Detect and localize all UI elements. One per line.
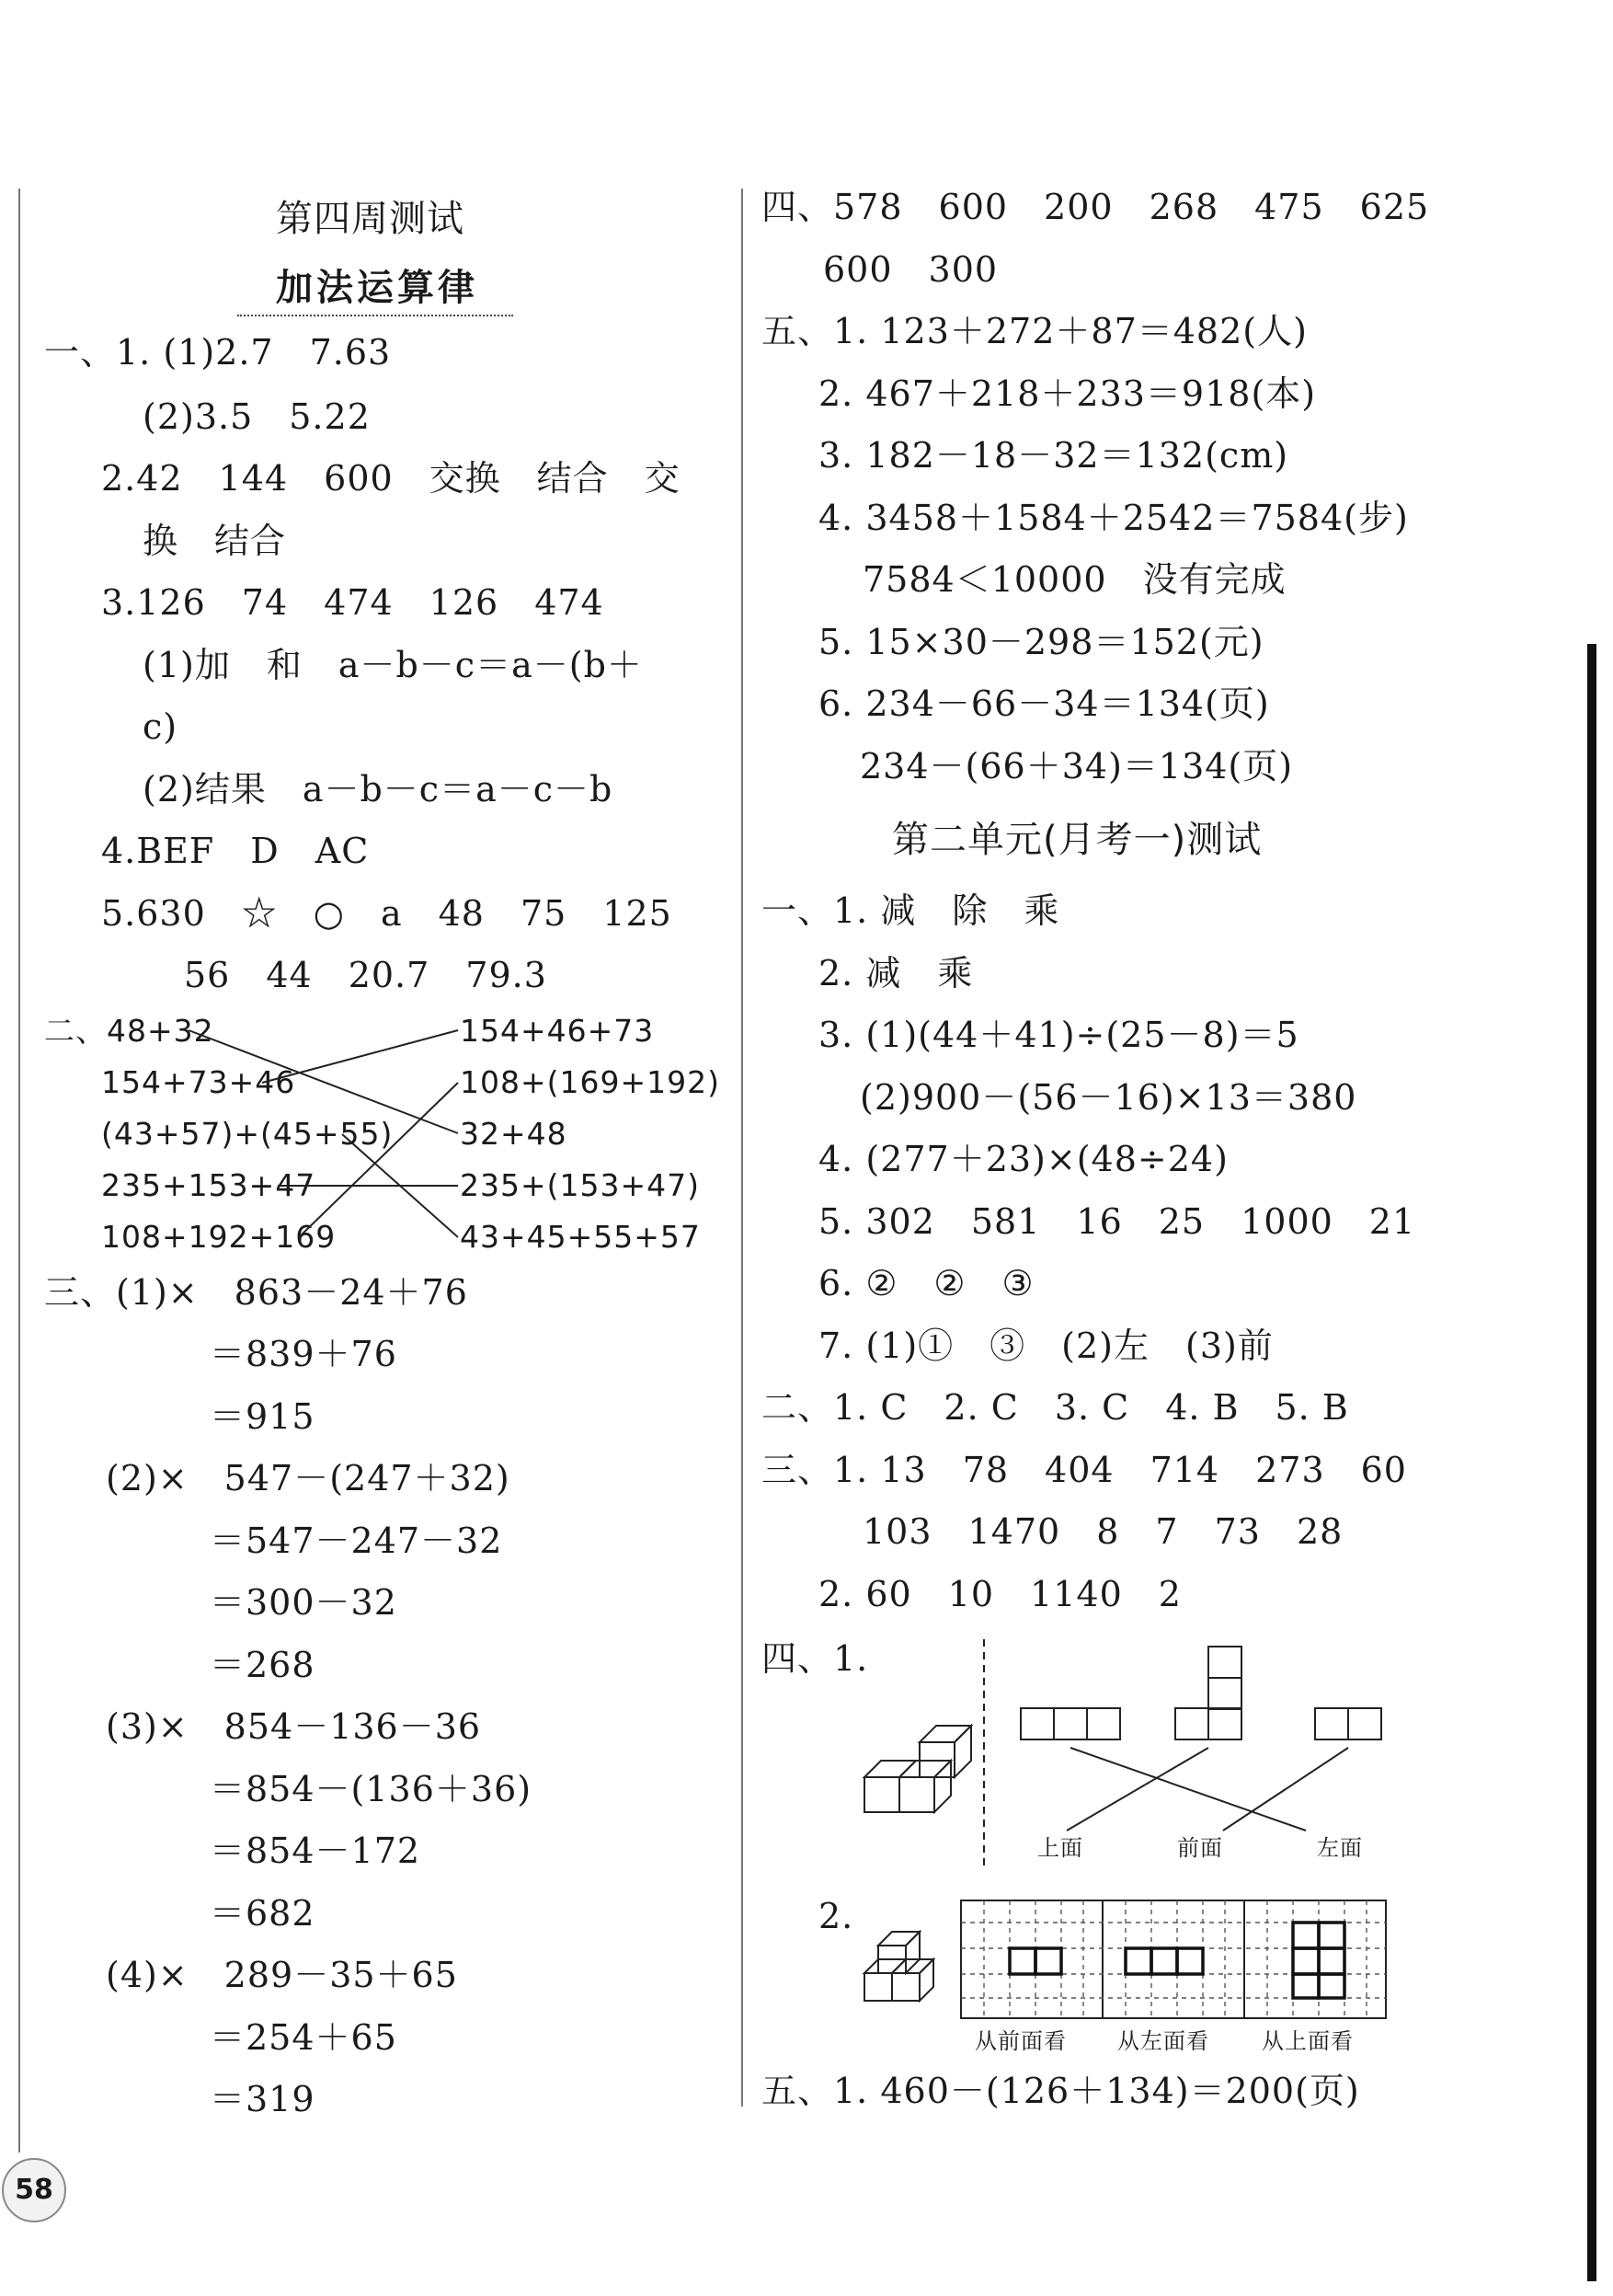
answer-line: (2)结果 a－b－c＝a－c－b: [143, 769, 613, 809]
view-label: 从前面看: [975, 2028, 1067, 2054]
answer-line: 4. 3458＋1584＋2542＝7584(步): [818, 498, 1409, 538]
match-left-item: 235+153+47: [101, 1167, 316, 1203]
calc-line: (2)× 547－(247＋32): [106, 1458, 510, 1498]
answer-line: 3. 182－18－32＝132(cm): [818, 435, 1289, 476]
match-right-item: 235+(153+47): [460, 1167, 701, 1203]
match-left-item: (43+57)+(45+55): [101, 1116, 394, 1152]
answer-line: 5.630 ☆ ○ a 48 75 125: [101, 893, 672, 934]
answer-line: 换 结合: [143, 521, 287, 561]
match-left-item: 108+192+169: [101, 1219, 337, 1255]
answer-line: 2.: [818, 1896, 854, 1936]
answer-line: 7. (1)① ③ (2)左 (3)前: [818, 1326, 1274, 1366]
answer-line: 二、1. C 2. C 3. C 4. B 5. B: [761, 1387, 1349, 1428]
answer-line: 56 44 20.7 79.3: [184, 955, 547, 995]
answer-line: 三、1. 13 78 404 714 273 60: [761, 1450, 1407, 1490]
answer-line: 2.42 144 600 交换 结合 交: [101, 458, 681, 499]
calc-line: ＝319: [210, 2079, 315, 2119]
view-label: 从左面看: [1117, 2028, 1209, 2054]
section-title: 第四周测试: [276, 198, 464, 240]
calc-line: ＝547－247－32: [210, 1521, 503, 1561]
match-right-item: 154+46+73: [460, 1013, 655, 1049]
answer-line: (2)900－(56－16)×13＝380: [860, 1077, 1357, 1118]
calc-line: ＝254＋65: [210, 2017, 397, 2058]
answer-line: 一、1. (1)2.7 7.63: [44, 332, 392, 373]
unit-title: 第二单元(月考一)测试: [892, 819, 1263, 861]
calc-line: ＝854－(136＋36): [210, 1769, 532, 1809]
answer-line: 103 1470 8 7 73 28: [863, 1511, 1344, 1552]
answer-line: 600 300: [823, 249, 999, 290]
answer-line: 7584＜10000 没有完成: [863, 559, 1287, 600]
calc-line: ＝268: [210, 1645, 315, 1685]
section-subtitle: 加法运算律: [276, 266, 478, 309]
calc-line: ＝854－172: [210, 1831, 421, 1871]
calc-line: (3)× 854－136－36: [106, 1706, 482, 1747]
view-label: 前面: [1177, 1835, 1223, 1861]
answer-line: 五、1. 460－(126＋134)＝200(页): [761, 2071, 1360, 2111]
answer-line: 6. ② ② ③: [818, 1263, 1035, 1303]
page-number: 58: [2, 2158, 66, 2222]
match-left-item: 二、48+32: [44, 1013, 214, 1049]
answer-line: 3. (1)(44＋41)÷(25－8)＝5: [818, 1015, 1299, 1055]
answer-line: 3.126 74 474 126 474: [101, 582, 604, 623]
answer-line: (1)加 和 a－b－c＝a－(b＋: [143, 645, 643, 685]
answer-line: 2. 60 10 1140 2: [818, 1574, 1182, 1614]
answer-line: 2. 减 乘: [818, 953, 974, 993]
answer-line: 四、1.: [761, 1638, 869, 1679]
answer-line: 6. 234－66－34＝134(页): [818, 683, 1270, 724]
view-label: 上面: [1037, 1835, 1083, 1861]
calc-line: 三、(1)× 863－24＋76: [44, 1272, 468, 1313]
answer-line: 五、1. 123＋272＋87＝482(人): [761, 311, 1308, 351]
calc-line: ＝300－32: [210, 1582, 397, 1623]
match-right-item: 32+48: [460, 1116, 567, 1152]
answer-line: c): [143, 706, 178, 747]
answer-line: 一、1. 减 除 乘: [761, 890, 1060, 931]
view-label: 左面: [1317, 1835, 1363, 1861]
answer-line: 四、578 600 200 268 475 625: [761, 187, 1430, 227]
match-right-item: 43+45+55+57: [460, 1219, 701, 1255]
answer-line: 4. (277＋23)×(48÷24): [818, 1139, 1229, 1179]
match-left-item: 154+73+46: [101, 1064, 296, 1100]
answer-line: 234－(66＋34)＝134(页): [860, 746, 1294, 786]
calc-line: ＝915: [210, 1396, 315, 1437]
answer-line: 2. 467＋218＋233＝918(本): [818, 373, 1317, 414]
answer-line: 5. 15×30－298＝152(元): [818, 622, 1264, 662]
calc-line: (4)× 289－35＋65: [106, 1955, 458, 1995]
answer-line: 5. 302 581 16 25 1000 21: [818, 1201, 1416, 1242]
view-label: 从上面看: [1262, 2028, 1354, 2054]
answer-line: 4.BEF D AC: [101, 831, 370, 871]
calc-line: ＝839＋76: [210, 1334, 397, 1374]
match-right-item: 108+(169+192): [460, 1064, 721, 1100]
calc-line: ＝682: [210, 1893, 315, 1934]
answer-line: (2)3.5 5.22: [143, 396, 371, 437]
